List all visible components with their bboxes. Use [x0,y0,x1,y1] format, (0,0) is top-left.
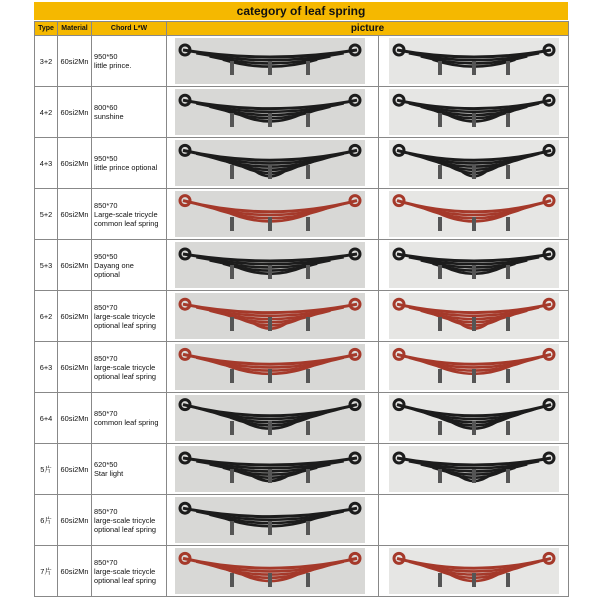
material-cell: 60si2Mn [58,444,92,495]
chord-line: common leaf spring [94,218,159,228]
chord-cell [92,444,167,495]
spring-clamp [472,113,476,127]
spring-clamp [472,421,476,435]
type-cell: 5+3 [35,240,58,291]
leaf-spring-photo [389,89,559,135]
spring-clamp [230,369,234,383]
table-row [35,495,569,546]
material-cell: 60si2Mn [58,189,92,240]
picture-cell [379,87,569,138]
picture-cell [379,36,569,87]
chord-line: sunshine [94,112,124,121]
chord-cell [92,189,167,240]
spring-clamp [472,573,476,587]
spring-clamp [230,265,234,279]
spring-clamp [230,317,234,331]
spring-clamp [472,317,476,331]
table-row [35,342,569,393]
picture-cell [379,240,569,291]
spring-clamp [438,113,442,127]
type-cell: 6片 [35,495,58,546]
leaf-spring-sheet [34,0,568,600]
leaf-spring-photo [175,89,365,135]
table-row [35,546,569,597]
spring-clamp [438,369,442,383]
picture-cell [167,189,379,240]
spring-clamp [268,61,272,75]
chord-line: little prince. [94,61,132,70]
picture-cell [167,393,379,444]
chord-line: common leaf spring [94,418,159,427]
type-cell: 5+2 [35,189,58,240]
chord-line: Star light [94,469,124,478]
chord-cell [92,138,167,189]
table-row [35,189,569,240]
material-cell: 60si2Mn [58,495,92,546]
spring-clamp [506,265,510,279]
spring-clamp [268,265,272,279]
picture-cell [167,546,379,597]
leaf-spring-photo [175,446,365,492]
chord-line: optional leaf spring [94,575,157,585]
spring-clamp [438,217,442,231]
table-row [35,240,569,291]
header-row [35,22,569,36]
picture-cell [379,393,569,444]
leaf-spring-photo [389,140,559,186]
chord-line: large-scale tricycle [94,515,156,525]
chord-line: 850*70 [94,302,118,312]
spring-clamp [306,369,310,383]
material-cell: 60si2Mn [58,393,92,444]
spring-clamp [230,573,234,587]
picture-cell [167,240,379,291]
leaf-spring-table [34,21,569,597]
material-cell: 60si2Mn [58,342,92,393]
spring-clamp [472,265,476,279]
spring-clamp [472,217,476,231]
spring-clamp [306,113,310,127]
leaf-spring-photo [175,497,365,543]
chord-line: 800*60 [94,103,118,112]
spring-clamp [506,369,510,383]
spring-clamp [506,61,510,75]
picture-cell [167,36,379,87]
spring-clamp [438,317,442,331]
spring-clamp [438,421,442,435]
spring-clamp [268,469,272,483]
material-cell: 60si2Mn [58,291,92,342]
chord-cell [92,36,167,87]
type-cell: 6+3 [35,342,58,393]
leaf-spring-photo [175,38,365,84]
table-row [35,36,569,87]
spring-clamp [306,61,310,75]
picture-cell [167,138,379,189]
leaf-spring-photo [389,38,559,84]
leaf-spring-photo [389,344,559,390]
spring-clamp [306,573,310,587]
spring-clamp [438,573,442,587]
chord-line: 850*70 [94,200,118,210]
spring-clamp [306,421,310,435]
material-header: Material [58,22,92,36]
picture-cell [167,342,379,393]
spring-clamp [472,469,476,483]
spring-clamp [268,421,272,435]
leaf-spring-photo [175,242,365,288]
chord-line: large-scale tricycle [94,566,156,576]
sheet-title: category of leaf spring [34,2,568,20]
spring-clamp [506,421,510,435]
type-cell: 5片 [35,444,58,495]
picture-cell [167,444,379,495]
spring-clamp [438,61,442,75]
picture-cell [379,291,569,342]
chord-line: 950*50 [94,251,118,261]
spring-clamp [230,61,234,75]
chord-line: 850*70 [94,353,118,363]
picture-cell [167,291,379,342]
spring-clamp [230,165,234,179]
leaf-spring-photo [389,191,559,237]
leaf-spring-photo [175,395,365,441]
leaf-spring-photo [175,140,365,186]
spring-clamp [230,421,234,435]
chord-line: 950*50 [94,52,118,61]
chord-line: large-scale tricycle [94,362,156,372]
spring-clamp [230,469,234,483]
leaf-spring-photo [389,548,559,594]
spring-clamp [306,469,310,483]
chord-line: 950*50 [94,154,118,163]
picture-cell [379,189,569,240]
material-cell: 60si2Mn [58,138,92,189]
chord-cell [92,546,167,597]
spring-clamp [506,113,510,127]
type-cell: 4+2 [35,87,58,138]
chord-line: large-scale tricycle [94,311,156,321]
chord-line: optional leaf spring [94,524,157,534]
material-cell: 60si2Mn [58,87,92,138]
type-cell: 7片 [35,546,58,597]
spring-clamp [230,521,234,535]
chord-line: 850*70 [94,506,118,516]
type-cell: 6+2 [35,291,58,342]
picture-cell [379,138,569,189]
table-row [35,87,569,138]
chord-line: Dayang one [94,260,134,270]
chord-line: 850*70 [94,557,118,567]
picture-cell [379,342,569,393]
table-row [35,393,569,444]
material-cell: 60si2Mn [58,546,92,597]
leaf-spring-photo [389,242,559,288]
chord-cell [92,342,167,393]
material-cell: 60si2Mn [58,36,92,87]
spring-clamp [306,521,310,535]
type-cell: 6+4 [35,393,58,444]
spring-clamp [506,469,510,483]
leaf-spring-photo [175,548,365,594]
chord-header: Chord L*W [92,22,167,36]
picture-cell [379,444,569,495]
picture-cell [167,495,379,546]
spring-clamp [268,573,272,587]
spring-clamp [472,61,476,75]
chord-line: little prince optional [94,163,158,172]
spring-clamp [306,317,310,331]
table-row [35,291,569,342]
leaf-spring-photo [389,446,559,492]
spring-clamp [268,165,272,179]
leaf-spring-photo [175,344,365,390]
spring-clamp [306,217,310,231]
spring-clamp [438,165,442,179]
leaf-spring-photo [389,395,559,441]
spring-clamp [268,217,272,231]
spring-clamp [472,165,476,179]
chord-line: optional leaf spring [94,371,157,381]
chord-cell [92,291,167,342]
spring-clamp [438,265,442,279]
spring-clamp [306,265,310,279]
spring-clamp [230,113,234,127]
spring-clamp [230,217,234,231]
leaf-spring-photo [175,191,365,237]
picture-cell [379,495,569,546]
chord-line: optional leaf spring [94,320,157,330]
spring-clamp [268,521,272,535]
type-cell: 3+2 [35,36,58,87]
spring-clamp [268,369,272,383]
spring-clamp [268,317,272,331]
spring-clamp [506,217,510,231]
picture-cell [379,546,569,597]
spring-clamp [306,165,310,179]
leaf-spring-photo [389,293,559,339]
chord-cell [92,240,167,291]
leaf-spring-photo [175,293,365,339]
chord-line: Large-scale tricycle [94,209,158,219]
spring-clamp [268,113,272,127]
picture-cell [167,87,379,138]
spring-clamp [506,317,510,331]
table-row [35,138,569,189]
spring-clamp [506,573,510,587]
chord-line: 620*50 [94,460,118,469]
chord-cell [92,393,167,444]
chord-line: optional [94,269,120,279]
chord-cell [92,495,167,546]
chord-cell [92,87,167,138]
spring-clamp [472,369,476,383]
spring-clamp [438,469,442,483]
type-header: Type [35,22,58,36]
spring-clamp [506,165,510,179]
material-cell: 60si2Mn [58,240,92,291]
picture-header: picture [167,22,569,36]
table-row [35,444,569,495]
chord-line: 850*70 [94,409,118,418]
type-cell: 4+3 [35,138,58,189]
